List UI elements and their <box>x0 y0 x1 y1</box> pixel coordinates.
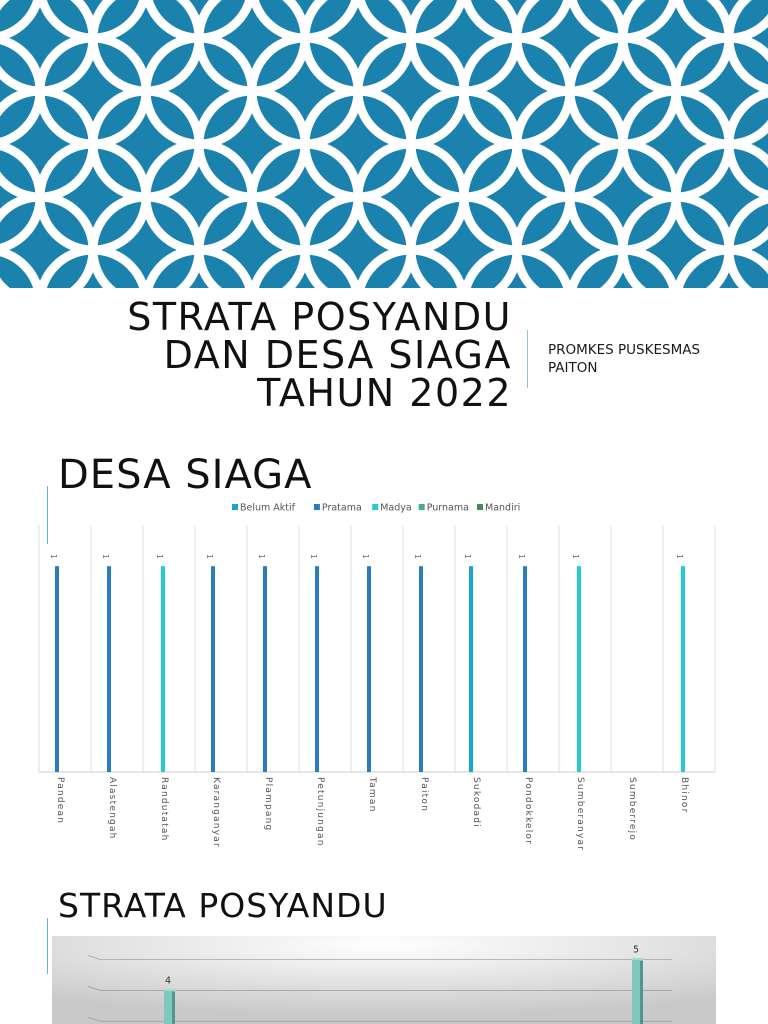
data-label: 5 <box>632 944 640 956</box>
category-label: Bhinor <box>679 777 689 814</box>
category-label: Karanganyar <box>211 777 221 848</box>
strata-posyandu-chart <box>52 924 716 1024</box>
legend-label: Madya <box>380 502 412 514</box>
title-divider <box>527 330 528 388</box>
slide-subtitle-line: PROMKES PUSKESMAS <box>548 342 701 358</box>
bar-side <box>640 960 643 1024</box>
category-label: Pandean <box>55 777 65 825</box>
data-label: 1 <box>205 554 214 559</box>
data-label: 1 <box>49 554 59 559</box>
bar-top <box>632 958 643 960</box>
bar <box>419 566 423 772</box>
data-label: 1 <box>517 554 526 559</box>
data-label: 1 <box>463 554 472 559</box>
category-label: Pondokkelor <box>523 777 533 846</box>
bar <box>577 566 581 772</box>
legend-label: Purnama <box>426 502 469 514</box>
category-label: Plampang <box>263 777 273 832</box>
bar <box>523 566 527 772</box>
bar <box>632 959 640 1024</box>
bar <box>164 990 172 1024</box>
desa-siaga-chart <box>0 495 768 855</box>
legend-swatch <box>232 504 238 510</box>
bar <box>55 566 59 772</box>
bar <box>681 566 685 772</box>
slide-title-line: TAHUN 2022 <box>257 371 512 415</box>
bar <box>315 566 319 772</box>
bar <box>263 566 267 772</box>
legend-swatch <box>372 504 378 510</box>
legend-label: Belum Aktif <box>240 502 296 514</box>
slide-subtitle-line: PAITON <box>548 360 598 376</box>
legend-swatch <box>314 504 320 510</box>
chart-wall <box>52 936 716 1024</box>
data-label: 1 <box>155 554 164 559</box>
slide-title-line: STRATA POSYANDU <box>127 295 512 339</box>
category-label: Petunjungan <box>315 777 325 847</box>
data-label: 1 <box>257 554 266 559</box>
legend-label: Mandiri <box>485 502 521 514</box>
category-label: Sumberrejo <box>627 777 637 842</box>
bar <box>161 566 165 772</box>
category-label: Randutatah <box>159 777 169 842</box>
slide-subtitle <box>548 341 748 377</box>
section-title-desa-siaga: DESA SIAGA <box>58 452 313 498</box>
data-label: 1 <box>361 554 370 559</box>
bar <box>211 566 215 772</box>
category-label: Paiton <box>419 777 429 812</box>
slide-title <box>60 295 512 415</box>
category-label: Alastengah <box>107 777 117 840</box>
bar-side <box>172 991 175 1024</box>
bar <box>469 566 473 772</box>
decorative-banner <box>0 0 768 288</box>
legend-swatch <box>419 504 425 510</box>
legend-swatch <box>477 504 483 510</box>
category-label: Taman <box>367 777 377 813</box>
data-label: 1 <box>675 554 684 559</box>
section-title-strata-posyandu: STRATA POSYANDU <box>58 886 388 925</box>
bar <box>107 566 111 772</box>
accent-line <box>47 918 48 974</box>
bar-top <box>164 989 175 991</box>
category-label: Sumberanyar <box>575 777 585 852</box>
category-label: Sukodadi <box>471 777 481 828</box>
data-label: 4 <box>164 975 172 987</box>
data-label: 1 <box>309 554 318 559</box>
data-label: 1 <box>413 554 422 559</box>
slide-title-line: DAN DESA SIAGA <box>163 333 512 377</box>
data-label: 1 <box>101 554 110 559</box>
bar <box>367 566 371 772</box>
data-label: 1 <box>571 554 580 559</box>
legend-label: Pratama <box>321 502 362 514</box>
